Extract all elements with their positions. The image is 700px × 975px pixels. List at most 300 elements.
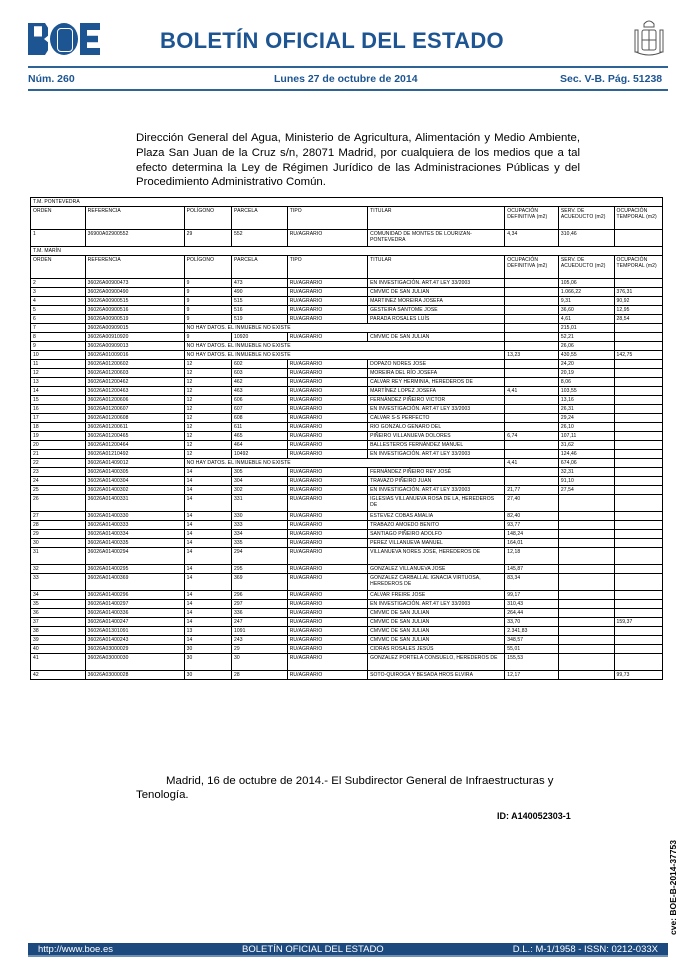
table-cell: 36026A01200607	[85, 405, 184, 414]
table-cell: 36026A01400304	[85, 477, 184, 486]
table-cell: 52,21	[558, 333, 614, 342]
table-cell: 159,37	[614, 618, 663, 627]
table-cell	[614, 636, 663, 645]
table-cell: 36026A00909013	[85, 342, 184, 351]
table-cell: 369	[232, 574, 288, 591]
table-cell	[614, 548, 663, 565]
table-cell: RU/AGRARIO	[287, 495, 367, 512]
table-row	[31, 468, 663, 477]
table-cell: 9	[184, 279, 231, 288]
table-cell: 12	[184, 450, 231, 459]
table-row	[31, 288, 663, 297]
table-cell: 21,77	[505, 486, 559, 495]
table-cell	[505, 450, 559, 459]
column-header: TITULAR	[368, 207, 505, 230]
table-cell: EN INVESTIGACIÓN. ART.47 LEY 33/2003	[368, 486, 505, 495]
table-row	[31, 636, 663, 645]
logo-e-shape	[80, 23, 100, 55]
table-cell: 14	[184, 486, 231, 495]
table-cell: CALVAR S-S PERFECTO	[368, 414, 505, 423]
column-header: REFERENCIA	[85, 256, 184, 279]
table-cell: 296	[232, 591, 288, 600]
table-row	[31, 645, 663, 654]
table-row	[31, 414, 663, 423]
table-cell: EN INVESTIGACIÓN. ART.47 LEY 33/2003	[368, 450, 505, 459]
table-cell: 12	[184, 369, 231, 378]
table-cell: 4	[31, 297, 86, 306]
logo-b-shape	[28, 23, 48, 55]
table-cell: 99,73	[614, 671, 663, 680]
table-cell: 611	[232, 423, 288, 432]
table-cell: 606	[232, 396, 288, 405]
table-cell	[614, 369, 663, 378]
table-cell: 164,01	[505, 539, 559, 548]
table-cell: FERNÁNDEZ PIÑEIRO REY JOSÉ	[368, 468, 505, 477]
table-cell: EN INVESTIGACIÓN. ART.47 LEY 33/2003	[368, 405, 505, 414]
table-cell	[505, 441, 559, 450]
column-header: POLÍGONO	[184, 256, 231, 279]
table-cell	[614, 342, 663, 351]
table-cell: 13,23	[505, 351, 559, 360]
table-cell: RU/AGRARIO	[287, 574, 367, 591]
table-cell	[505, 414, 559, 423]
table-cell: 99,17	[505, 591, 559, 600]
table-cell: 215,01	[558, 324, 614, 333]
table-cell	[614, 441, 663, 450]
table-cell	[614, 627, 663, 636]
table-cell	[614, 405, 663, 414]
table-cell	[614, 279, 663, 288]
table-cell: RU/AGRARIO	[287, 378, 367, 387]
table-cell: 39	[31, 636, 86, 645]
table-row	[31, 574, 663, 591]
footer-title: BOLETÍN OFICIAL DEL ESTADO	[242, 943, 384, 955]
table-cell: RU/AGRARIO	[287, 512, 367, 521]
table-cell: GONZALEZ CARBALLAL IGNACIA VIRTUOSA, HEREDEROS DE	[368, 574, 505, 591]
table-cell	[505, 333, 559, 342]
table-cell: BALLESTEROS FERNÁNDEZ MANUEL	[368, 441, 505, 450]
cve-code: cve: BOE-B-2014-37753	[668, 840, 678, 935]
table-cell: 38	[31, 627, 86, 636]
expropriation-table	[30, 197, 663, 680]
table-cell: 42	[31, 671, 86, 680]
footer-legal: D.L.: M-1/1958 - ISSN: 0212-033X	[512, 943, 658, 955]
table-cell: NO HAY DATOS. EL INMUEBLE NO EXISTE	[184, 459, 505, 468]
table-cell: 304	[232, 477, 288, 486]
table-row	[31, 530, 663, 539]
table-cell: 4,41	[505, 459, 559, 468]
table-cell: 29	[184, 230, 231, 247]
table-cell: 14	[184, 495, 231, 512]
table-cell: 30	[31, 539, 86, 548]
table-cell: 36026A01009016	[85, 351, 184, 360]
table-cell: 36026A01409012	[85, 459, 184, 468]
table-cell: 36	[31, 609, 86, 618]
table-cell: 247	[232, 618, 288, 627]
table-cell	[614, 432, 663, 441]
table-cell: 462	[232, 378, 288, 387]
table-cell	[614, 609, 663, 618]
table-cell: 430,55	[558, 351, 614, 360]
table-cell: 9	[31, 342, 86, 351]
table-cell	[614, 521, 663, 530]
table-cell: 26,06	[558, 342, 614, 351]
table-cell: 13	[184, 627, 231, 636]
table-cell: 12	[31, 369, 86, 378]
table-cell: 36026A01400336	[85, 609, 184, 618]
table-cell: 14	[184, 521, 231, 530]
table-cell: 36026A01301091	[85, 627, 184, 636]
table-cell: 21	[31, 450, 86, 459]
table-cell: 36026A01400247	[85, 618, 184, 627]
table-cell: 8	[31, 333, 86, 342]
table-cell	[558, 645, 614, 654]
table-cell: 10920	[232, 333, 288, 342]
table-cell: 82,40	[505, 512, 559, 521]
table-cell: 14	[184, 539, 231, 548]
table-cell	[614, 468, 663, 477]
table-cell: RU/AGRARIO	[287, 654, 367, 671]
table-cell: 25	[31, 486, 86, 495]
table-cell: 26,31	[558, 405, 614, 414]
table-cell: 36026A01200464	[85, 441, 184, 450]
table-cell: CMVMC DE SAN JULIAN	[368, 333, 505, 342]
table-row	[31, 627, 663, 636]
table-cell: 334	[232, 530, 288, 539]
table-cell: RU/AGRARIO	[287, 369, 367, 378]
table-cell: 22	[31, 459, 86, 468]
table-cell: 302	[232, 486, 288, 495]
table-cell: 9	[184, 288, 231, 297]
table-cell: 6	[31, 315, 86, 324]
table-cell: 36026A03000028	[85, 671, 184, 680]
table-cell: 36026A01400295	[85, 565, 184, 574]
table-cell: RU/AGRARIO	[287, 645, 367, 654]
table-cell: 36026A01400296	[85, 591, 184, 600]
table-cell	[505, 477, 559, 486]
table-cell: 36026A00900490	[85, 288, 184, 297]
table-cell: 295	[232, 565, 288, 574]
table-cell: CMVMC DE SAN JULIAN	[368, 636, 505, 645]
table-cell: 36026A01400330	[85, 512, 184, 521]
table-cell: 333	[232, 521, 288, 530]
table-cell	[614, 654, 663, 671]
table-cell: 33	[31, 574, 86, 591]
table-cell: 83,34	[505, 574, 559, 591]
table-cell: 36026A00900473	[85, 279, 184, 288]
table-cell: RU/AGRARIO	[287, 423, 367, 432]
table-cell: 142,75	[614, 351, 663, 360]
table-cell: RU/AGRARIO	[287, 627, 367, 636]
table-row	[31, 495, 663, 512]
table-cell: 24	[31, 477, 86, 486]
table-cell: 1	[31, 230, 86, 247]
table-cell	[505, 297, 559, 306]
table-cell: 90,92	[614, 297, 663, 306]
table-cell: 24,20	[558, 360, 614, 369]
table-row	[31, 521, 663, 530]
table-cell	[558, 495, 614, 512]
table-cell: 14	[184, 548, 231, 565]
table-cell: ESTEVEZ COBAS AMALIA	[368, 512, 505, 521]
table-row	[31, 333, 663, 342]
table-cell: RU/AGRARIO	[287, 591, 367, 600]
table-row	[31, 671, 663, 680]
coat-of-arms-icon	[632, 18, 666, 60]
table-cell: 12	[184, 378, 231, 387]
table-row	[31, 387, 663, 396]
table-cell: PEREZ VILLANUEVA MANUEL	[368, 539, 505, 548]
table-cell: 14	[184, 591, 231, 600]
table-cell	[614, 530, 663, 539]
table-cell: 8,06	[558, 378, 614, 387]
table-cell: MARTINEZ MOREIRA JOSEFA	[368, 297, 505, 306]
table-cell: DOPAZO NORES JOSE	[368, 360, 505, 369]
table-cell: EN INVESTIGACIÓN. ART.47 LEY 33/2003	[368, 600, 505, 609]
table-row	[31, 618, 663, 627]
table-cell: 603	[232, 369, 288, 378]
table-cell: 14	[184, 609, 231, 618]
table-cell: 310,43	[505, 600, 559, 609]
table-cell	[505, 369, 559, 378]
footer-bar	[28, 943, 668, 957]
table-cell: 14	[184, 530, 231, 539]
table-cell: 9	[184, 333, 231, 342]
table-cell: 148,24	[505, 530, 559, 539]
table-cell: RU/AGRARIO	[287, 539, 367, 548]
table-cell: 335	[232, 539, 288, 548]
section-page: Sec. V-B. Pág. 51238	[560, 73, 663, 85]
column-header: TIPO	[287, 207, 367, 230]
header-row	[31, 207, 663, 230]
table-cell: 36026A01200465	[85, 432, 184, 441]
table-cell: 20	[31, 441, 86, 450]
table-cell: 14	[184, 512, 231, 521]
table-cell: GESTEIRA SANTOME JOSE	[368, 306, 505, 315]
table-row	[31, 441, 663, 450]
table-cell: 28	[31, 521, 86, 530]
table-cell: 515	[232, 297, 288, 306]
table-cell: 28	[232, 671, 288, 680]
table-cell: 14	[184, 477, 231, 486]
table-cell	[558, 627, 614, 636]
table-cell	[505, 342, 559, 351]
table-cell: 465	[232, 432, 288, 441]
table-cell: 36026A01200606	[85, 396, 184, 405]
table-cell: CMVMC DE SAN JULIAN	[368, 609, 505, 618]
table-cell: 7	[31, 324, 86, 333]
table-cell: 36026A01200463	[85, 387, 184, 396]
table-row	[31, 297, 663, 306]
table-cell: 91,10	[558, 477, 614, 486]
issue-date: Lunes 27 de octubre de 2014	[274, 73, 418, 85]
table-cell: 55,01	[505, 645, 559, 654]
table-cell: 11	[31, 360, 86, 369]
table-cell: 36026A03000029	[85, 645, 184, 654]
table-cell: 12,18	[505, 548, 559, 565]
table-cell: GONZALEZ PORTELA CONSUELO, HEREDEROS DE	[368, 654, 505, 671]
table-cell: SANTIAGO PIÑEIRO ADOLFO	[368, 530, 505, 539]
table-row	[31, 279, 663, 288]
table-cell: CMVMC DE SAN JULIAN	[368, 288, 505, 297]
table-row	[31, 306, 663, 315]
table-cell	[558, 530, 614, 539]
table-cell: RU/AGRARIO	[287, 486, 367, 495]
table-row	[31, 378, 663, 387]
table-cell: 297	[232, 600, 288, 609]
table-cell: CMVMC DE SAN JULIAN	[368, 618, 505, 627]
boe-logo	[28, 22, 100, 56]
table-cell: 23	[31, 468, 86, 477]
table-cell: RU/AGRARIO	[287, 360, 367, 369]
table-cell: 30	[184, 671, 231, 680]
table-cell: 1091	[232, 627, 288, 636]
document-id: ID: A140052303-1	[497, 811, 571, 821]
table-cell: 26,10	[558, 423, 614, 432]
table-cell	[558, 609, 614, 618]
intro-paragraph: Dirección General del Agua, Ministerio de Agricultura, Alimentación y Medio Ambiente, Plaza San Juan de la Cruz s/n, 28071 Madrid, por cualquiera de los medios que a tal efecto determina la Ley de Régimen Jurídico de las Administraciones Públicas y del Procedimiento Administrativo Común.	[136, 132, 580, 189]
table-cell: 155,53	[505, 654, 559, 671]
table-cell	[614, 414, 663, 423]
table-cell: 36026A00900515	[85, 297, 184, 306]
table-cell: 464	[232, 441, 288, 450]
table-cell	[505, 405, 559, 414]
column-header: SERV. DE ACUEDUCTO (m2)	[558, 207, 614, 230]
table-cell: RU/AGRARIO	[287, 405, 367, 414]
table-cell: CMVMC DE SAN JULIAN	[368, 627, 505, 636]
table-cell: 13,16	[558, 396, 614, 405]
table-cell: RU/AGRARIO	[287, 530, 367, 539]
table-cell: 36026A01210492	[85, 450, 184, 459]
table-cell: 14	[184, 565, 231, 574]
table-cell: 552	[232, 230, 288, 247]
table-cell: 36026A01400331	[85, 495, 184, 512]
table-cell	[558, 671, 614, 680]
table-cell: MARTÍNEZ LOPEZ JOSEFA	[368, 387, 505, 396]
table-cell: RU/AGRARIO	[287, 432, 367, 441]
table-cell: 31	[31, 548, 86, 565]
table-cell: 14	[184, 600, 231, 609]
table-cell: RU/AGRARIO	[287, 600, 367, 609]
table-row	[31, 369, 663, 378]
table-cell	[614, 450, 663, 459]
table-cell	[614, 360, 663, 369]
table-row	[31, 539, 663, 548]
table-cell: 12	[184, 405, 231, 414]
table-cell: 29	[31, 530, 86, 539]
table-cell: 36026A03000030	[85, 654, 184, 671]
table-cell: RU/AGRARIO	[287, 450, 367, 459]
header-row	[31, 256, 663, 279]
table-cell: 294	[232, 548, 288, 565]
table-cell: 602	[232, 360, 288, 369]
section-name: T.M. PONTEVEDRA	[31, 198, 663, 207]
table-cell	[505, 288, 559, 297]
column-header: POLÍGONO	[184, 207, 231, 230]
table-cell: 4,61	[558, 315, 614, 324]
table-cell: 103,55	[558, 387, 614, 396]
table-cell: 19	[31, 432, 86, 441]
table-row	[31, 512, 663, 521]
table-cell: 36026A01400369	[85, 574, 184, 591]
footer-url-link[interactable]: http://www.boe.es	[38, 943, 113, 955]
table-cell: 36026A00900519	[85, 315, 184, 324]
table-cell: 608	[232, 414, 288, 423]
table-row	[31, 230, 663, 247]
table-cell	[558, 512, 614, 521]
table-cell: 26	[31, 495, 86, 512]
table-row	[31, 360, 663, 369]
table-cell: 6,74	[505, 432, 559, 441]
table-cell	[558, 565, 614, 574]
table-cell: RIO GONZALO GENARO DEL	[368, 423, 505, 432]
table-cell: FERNÁNDEZ PIÑEIRO VICTOR	[368, 396, 505, 405]
table-cell: 473	[232, 279, 288, 288]
table-cell: 36026A01400335	[85, 539, 184, 548]
table-cell: TRAVAZO PIÑEIRO JUAN	[368, 477, 505, 486]
table-cell: 27,54	[558, 486, 614, 495]
table-cell: 12	[184, 360, 231, 369]
table-cell	[614, 459, 663, 468]
table-cell: SOTO-QUIROGA Y BESADA HROS ELVIRA	[368, 671, 505, 680]
table-cell: MOREIRA DEL RÍO JOSEFA	[368, 369, 505, 378]
section-row	[31, 198, 663, 207]
section-row	[31, 247, 663, 256]
table-row	[31, 351, 663, 360]
table-cell: RU/AGRARIO	[287, 636, 367, 645]
table-cell: 12	[184, 387, 231, 396]
table-cell: 145,87	[505, 565, 559, 574]
table-cell: 27	[31, 512, 86, 521]
table-cell: EN INVESTIGACIÓN. ART.47 LEY 33/2003	[368, 279, 505, 288]
table-cell	[505, 468, 559, 477]
table-cell: 463	[232, 387, 288, 396]
table-cell: NO HAY DATOS. EL INMUEBLE NO EXISTE	[184, 324, 505, 333]
table-cell: RU/AGRARIO	[287, 441, 367, 450]
table-cell: 15	[31, 396, 86, 405]
table-cell	[558, 548, 614, 565]
table-cell: 607	[232, 405, 288, 414]
header-rule-top	[28, 66, 668, 68]
table-cell	[614, 477, 663, 486]
table-cell: RU/AGRARIO	[287, 618, 367, 627]
table-cell: TRABAZO AMOEDO BENITO	[368, 521, 505, 530]
table-cell	[614, 230, 663, 247]
table-cell	[505, 315, 559, 324]
table-cell	[614, 423, 663, 432]
issue-number: Núm. 260	[28, 73, 75, 85]
table-cell	[558, 618, 614, 627]
table-cell: 5	[31, 306, 86, 315]
table-cell: 14	[184, 636, 231, 645]
table-cell: 18	[31, 423, 86, 432]
table-cell: 36026A01400333	[85, 521, 184, 530]
table-cell: 376,31	[614, 288, 663, 297]
table-cell: 310,46	[558, 230, 614, 247]
column-header: ORDEN	[31, 207, 86, 230]
table-cell: CALVAR REY HERMINIA, HEREDEROS DE	[368, 378, 505, 387]
table-cell: 36026A01200603	[85, 369, 184, 378]
column-header: OCUPACIÓN DEFINITIVA (m2)	[505, 207, 559, 230]
table-cell	[558, 600, 614, 609]
section-name: T.M. MARÍN	[31, 247, 663, 256]
header-rule-bottom	[28, 89, 668, 91]
table-cell: 9	[184, 297, 231, 306]
page-title: BOLETÍN OFICIAL DEL ESTADO	[160, 28, 504, 53]
table-cell: 14	[184, 468, 231, 477]
table-cell: 36026A01400297	[85, 600, 184, 609]
table-cell: 35	[31, 600, 86, 609]
